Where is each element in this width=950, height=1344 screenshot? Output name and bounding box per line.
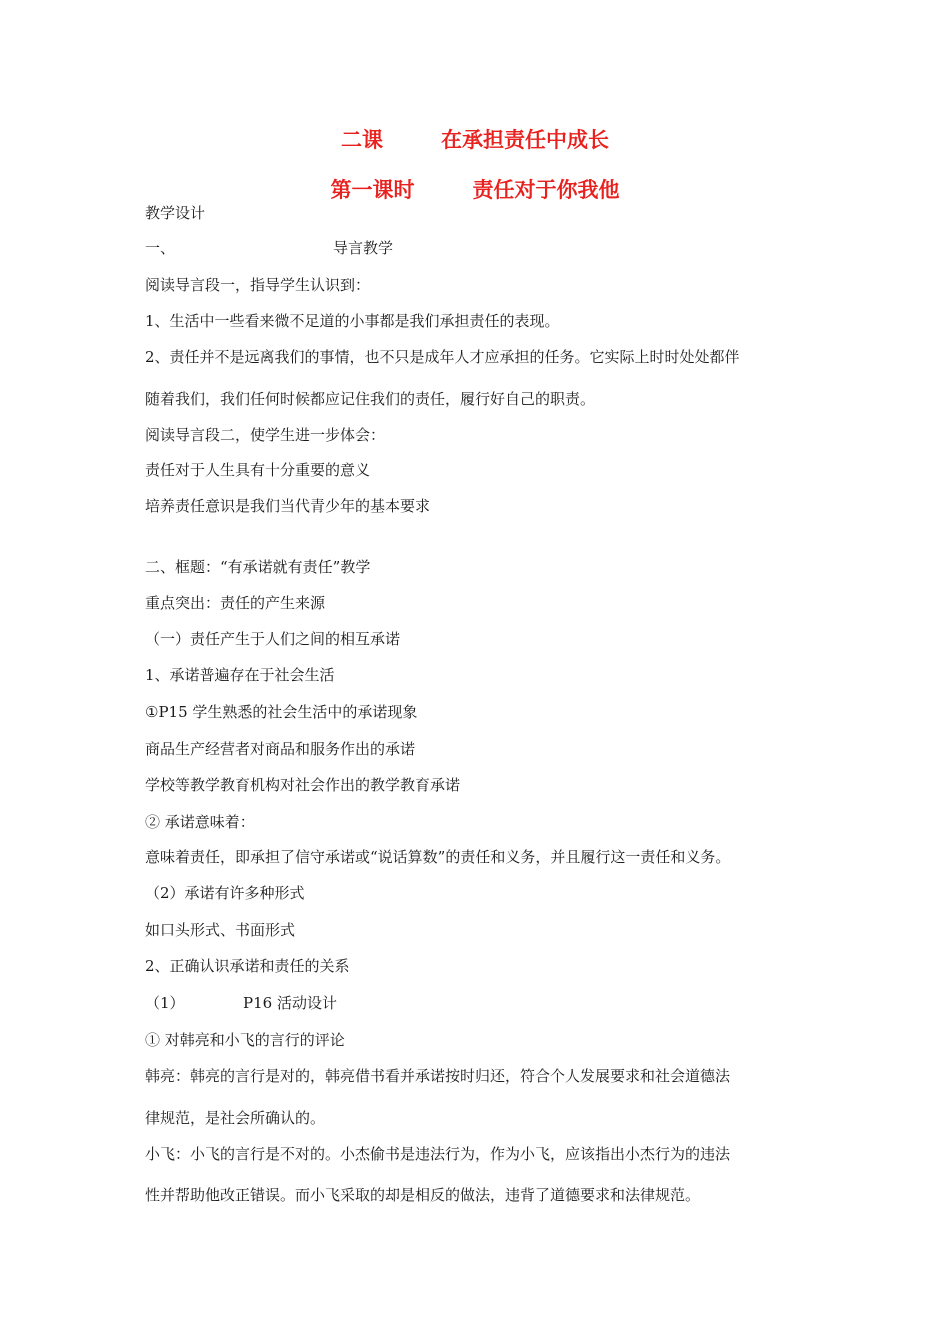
section-two-heading: 二、框题：“有承诺就有责任”教学: [145, 558, 371, 576]
period-title-number: 第一课时: [330, 178, 415, 202]
text-line: 阅读导言段一，指导学生认识到：: [145, 276, 371, 294]
design-label: 教学设计: [145, 204, 206, 222]
text-line: （一）责任产生于人们之间的相互承诺: [145, 630, 401, 648]
text-line: 性并帮助他改正错误。而小飞采取的却是相反的做法，违背了道德要求和法律规范。: [145, 1186, 701, 1204]
text-line: 2、正确认识承诺和责任的关系: [145, 957, 350, 975]
text-line: （2）承诺有许多种形式: [145, 884, 305, 902]
lesson-title-text: 在承担责任中成长: [441, 128, 609, 152]
section-one-number: 一、: [145, 239, 176, 257]
text-line: ② 承诺意味着：: [145, 813, 255, 831]
text-line: 小飞：小飞的言行是不对的。小杰偷书是违法行为，作为小飞，应该指出小杰行为的违法: [145, 1145, 731, 1163]
text-line: 韩亮：韩亮的言行是对的，韩亮借书看并承诺按时归还，符合个人发展要求和社会道德法: [145, 1067, 731, 1085]
text-line: 1、承诺普遍存在于社会生活: [145, 666, 335, 684]
text-line: 责任对于人生具有十分重要的意义: [145, 461, 371, 479]
text-line: ①P15 学生熟悉的社会生活中的承诺现象: [145, 703, 418, 721]
text-line: 律规范，是社会所确认的。: [145, 1109, 326, 1127]
section-one-title: 导言教学: [333, 239, 394, 257]
text-line: 学校等教学教育机构对社会作出的教学教育承诺: [145, 776, 461, 794]
period-title-text: 责任对于你我他: [472, 178, 620, 202]
text-line: 商品生产经营者对商品和服务作出的承诺: [145, 740, 416, 758]
activity-heading: [145, 993, 337, 1013]
lesson-title-number: 二课: [341, 128, 383, 152]
period-title: [0, 174, 950, 204]
text-line: 随着我们，我们任何时候都应记住我们的责任，履行好自己的职责。: [145, 390, 596, 408]
text-line: 阅读导言段二，使学生进一步体会：: [145, 426, 386, 444]
section-one-heading: [145, 238, 393, 258]
text-line: ① 对韩亮和小飞的言行的评论: [145, 1031, 345, 1049]
activity-number: （1）: [145, 994, 185, 1012]
lesson-title: [0, 124, 950, 154]
text-line: 重点突出：责任的产生来源: [145, 594, 326, 612]
text-line: 1、生活中一些看来微不足道的小事都是我们承担责任的表现。: [145, 312, 560, 330]
activity-title: P16 活动设计: [243, 994, 337, 1012]
text-line: 意味着责任，即承担了信守承诺或“说话算数”的责任和义务，并且履行这一责任和义务。: [145, 848, 731, 866]
text-line: 培养责任意识是我们当代青少年的基本要求: [145, 497, 431, 515]
text-line: 如口头形式、书面形式: [145, 921, 296, 939]
text-line: 2、责任并不是远离我们的事情，也不只是成年人才应承担的任务。它实际上时时处处都伴: [145, 348, 740, 366]
